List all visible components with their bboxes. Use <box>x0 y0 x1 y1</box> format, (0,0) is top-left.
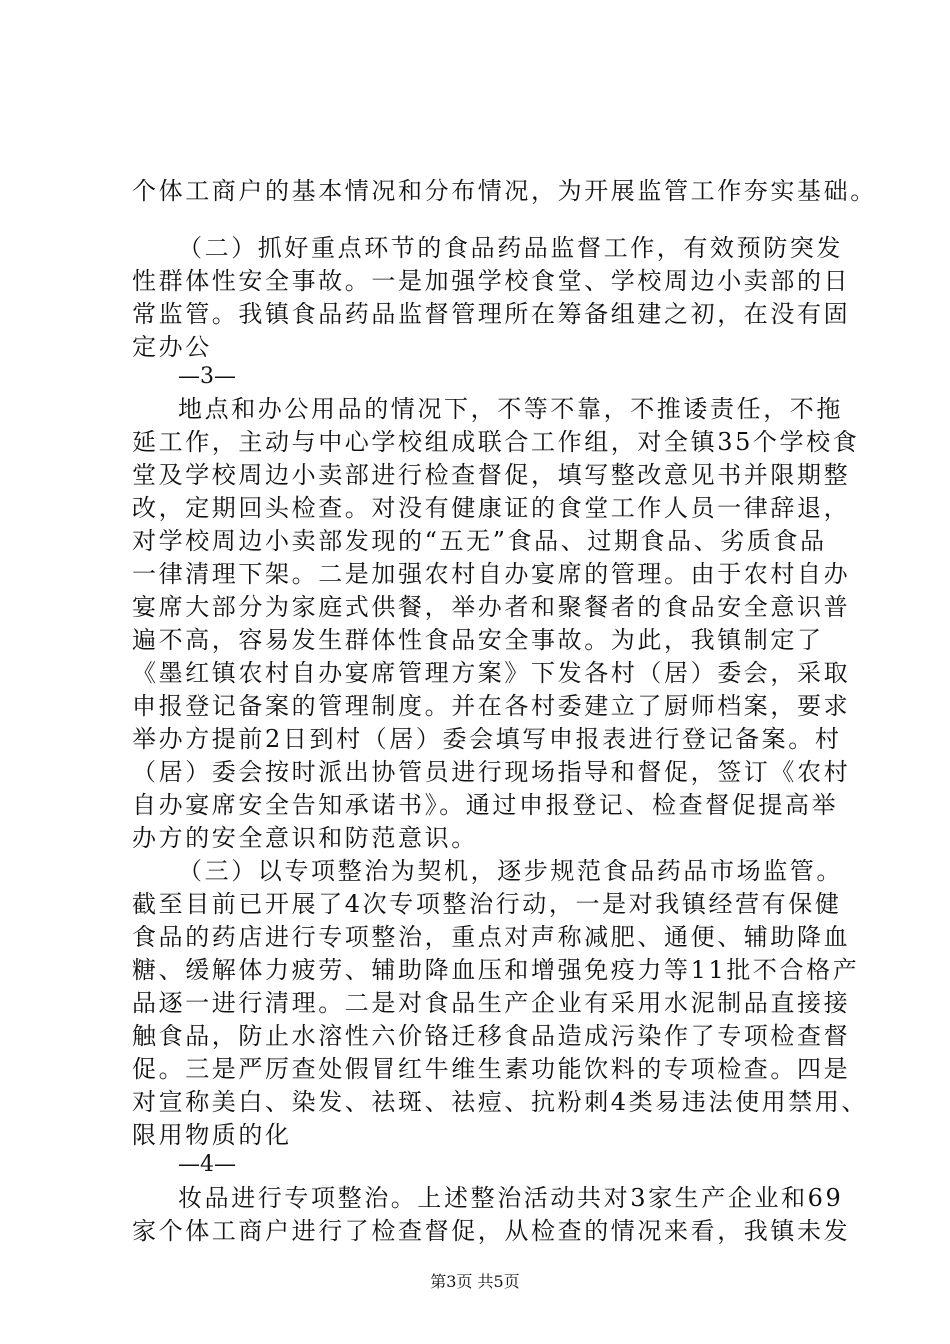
paragraph-line: 触食品，防止水溶性六价铬迁移食品造成污染作了专项检查督 <box>132 1022 851 1050</box>
paragraph-line: 堂及学校周边小卖部进行检查督促，填写整改意见书并限期整 <box>132 461 851 489</box>
paragraph-line: （三）以专项整治为契机，逐步规范食品药品市场监管。 <box>178 857 843 885</box>
paragraph-line: 对学校周边小卖部发现的“五无”食品、过期食品、劣质食品 <box>132 527 827 555</box>
paragraph-line: （居）委会按时派出协管员进行现场指导和督促，签订《农村 <box>132 758 851 786</box>
paragraph-line: 常监管。我镇食品药品监督管理所在筹备组建之初，在没有固 <box>132 300 851 328</box>
paragraph-line: 品逐一进行清理。二是对食品生产企业有采用水泥制品直接接 <box>132 989 851 1017</box>
paragraph-line: 申报登记备案的管理制度。并在各村委建立了厨师档案，要求 <box>132 692 851 720</box>
paragraph-line: 促。三是严厉查处假冒红牛维生素功能饮料的专项检查。四是 <box>132 1055 851 1083</box>
paragraph-line: 宴席大部分为家庭式供餐，举办者和聚餐者的食品安全意识普 <box>132 593 851 621</box>
paragraph-line: （二）抓好重点环节的食品药品监督工作，有效预防突发 <box>178 234 843 262</box>
paragraph-line: 自办宴席安全告知承诺书》。通过申报登记、检查督促提高举 <box>132 791 839 819</box>
paragraph-line: 对宣称美白、染发、祛斑、祛痘、抗粉刺4类易违法使用禁用、 <box>132 1088 869 1116</box>
paragraph-line: 个体工商户的基本情况和分布情况，为开展监管工作夯实基础。 <box>132 177 877 205</box>
paragraph-line: 食品的药店进行专项整治，重点对声称减肥、通便、辅助降血 <box>132 923 851 951</box>
page-footer: 第3页 共5页 <box>430 1272 520 1291</box>
page-number-marker: —3— <box>178 364 236 389</box>
paragraph-line: 一律清理下架。二是加强农村自办宴席的管理。由于农村自办 <box>132 560 851 588</box>
paragraph-line: 妆品进行专项整治。上述整治活动共对3家生产企业和69 <box>178 1184 844 1212</box>
paragraph-line: 延工作，主动与中心学校组成联合工作组，对全镇35个学校食 <box>132 428 860 456</box>
paragraph-line: 定办公 <box>132 333 212 361</box>
paragraph-line: 性群体性安全事故。一是加强学校食堂、学校周边小卖部的日 <box>132 267 851 295</box>
paragraph-line: 家个体工商户进行了检查督促，从检查的情况来看，我镇未发 <box>132 1217 851 1245</box>
paragraph-line: 遍不高，容易发生群体性食品安全事故。为此，我镇制定了 <box>132 626 824 654</box>
paragraph-line: 举办方提前2日到村（居）委会填写申报表进行登记备案。村 <box>132 725 842 753</box>
paragraph-line: 《墨红镇农村自办宴席管理方案》下发各村（居）委会，采取 <box>132 659 851 687</box>
paragraph-line: 糖、缓解体力疲劳、辅助降血压和增强免疫力等11批不合格产 <box>132 956 860 984</box>
paragraph-line: 办方的安全意识和防范意识。 <box>132 824 478 852</box>
paragraph-line: 地点和办公用品的情况下，不等不靠，不推诿责任，不拖 <box>178 395 843 423</box>
paragraph-line: 限用物质的化 <box>132 1121 292 1149</box>
paragraph-line: 截至目前已开展了4次专项整治行动，一是对我镇经营有保健 <box>132 890 842 918</box>
page-number-marker: —4— <box>178 1152 236 1177</box>
paragraph-line: 改，定期回头检查。对没有健康证的食堂工作人员一律辞退， <box>132 494 851 522</box>
